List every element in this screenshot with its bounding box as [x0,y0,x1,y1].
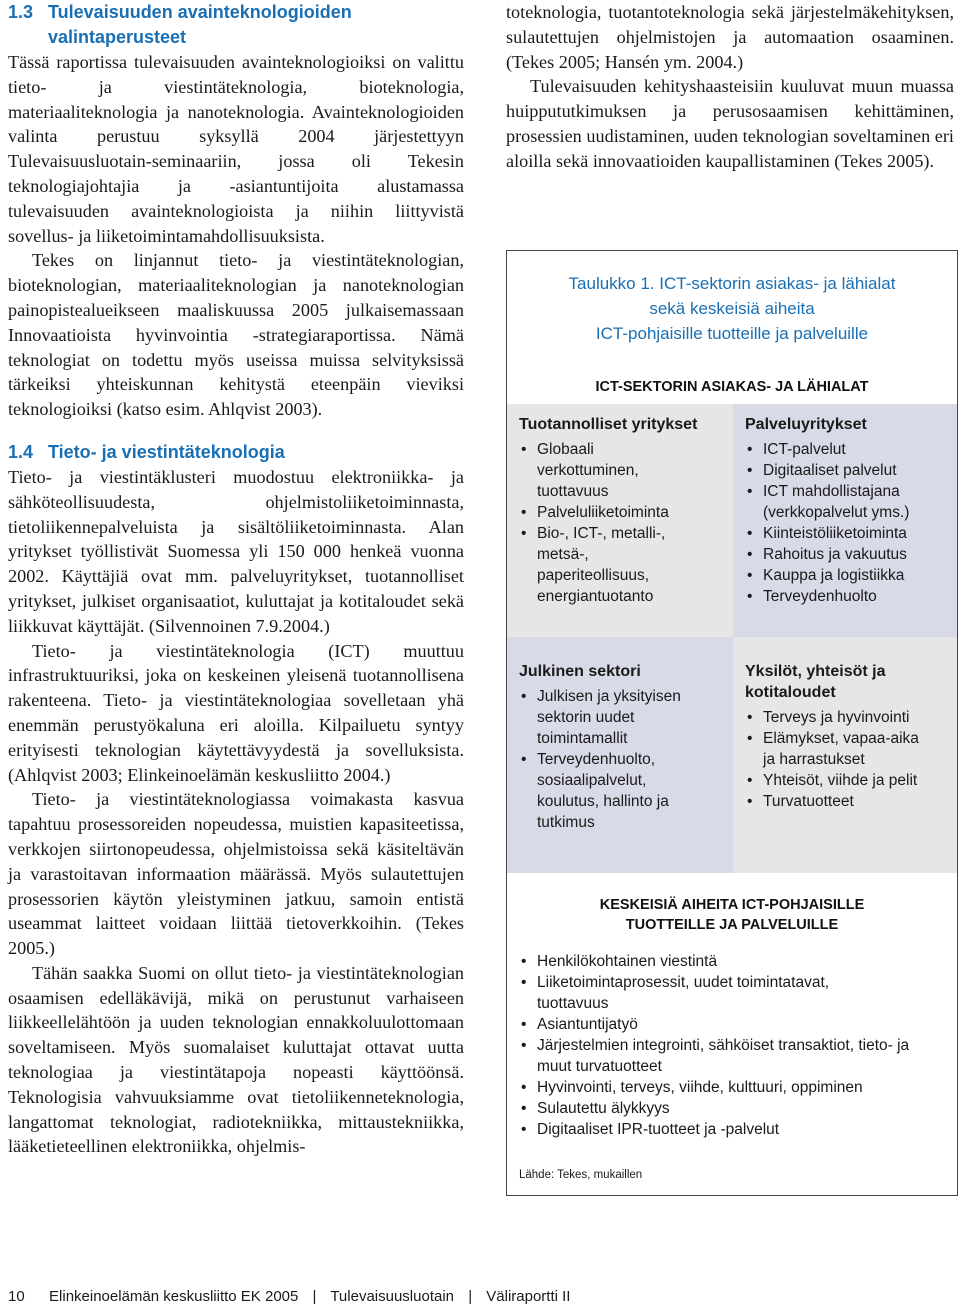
paragraph: toteknologia, tuotantoteknologia sekä järjestelmäkehityksen, sulautettujen ohjelmistojen ja automaation osaaminen. (Tekes 2005; Hansén ym. 2004.) [506,2,954,72]
list-item: • ICT-palvelut [745,439,945,460]
list-item: • ICT mahdollistajana (verkkopalvelut yms.) [745,481,933,523]
page-footer [8,1288,570,1305]
quadrant-individuals [733,637,957,873]
paragraph: Tieto- ja viestintäteknologiassa voimakasta kasvua tapahtuu prosessoreiden nopeudessa, muistien kapasiteetissa, verkkojen siirtonopeudessa, ohjelmistoissa sekä käsiteltävän ja varastoitavan informaation määrässä. Myös sulautettujen prosessorien käytön yleistyminen jatkuu, samoin entistä useammat laitteet voidaan liittää tietoverkkoihin. (Tekes 2005.) [8,789,464,959]
paragraph: Tähän saakka Suomi on ollut tieto- ja viestintäteknologian osaamisen edelläkävijä, mikä on perustunut varhaiseen liikkeellelähtöön ja uuden teknologian ennakkoluulottomaan soveltamiseen. Myös suomalaiset kuluttajat ottavat uutta teknologiaa ja viestintätapoja nopeasti käyttöönsä. Teknologisia vahvuuksiamme ovat tietoliikenneteknologia, langattomat teknologiat, radiotekniikka, mittaustekniikka, lääketieteellinen elektroniikka, ohjelmis- [8,962,464,1157]
section-1-4-heading [8,440,464,465]
themes-heading-line: TUOTTEILLE JA PALVELUILLE [625,917,839,933]
list-item: • Elämykset, vapaa-aika ja harrastukset [745,728,928,770]
paragraph: Tulevaisuuden kehityshaasteisiin kuuluvat muun muassa huippututkimuksen ja perusosaamisen kehittäminen, prosessien uudistaminen, uuden teknologian soveltaminen eri aloilla sekä innovaatioiden kaupallistaminen (Tekes 2005). [506,76,954,171]
list-item: • Sulautettu älykkyys [519,1098,939,1119]
section-number: 1.3 [8,2,34,22]
quadrant-services [733,404,957,637]
list-item: • Liiketoimintaprosessit, uudet toimintatavat, tuottavuus [519,972,897,1014]
list-item: • Järjestelmien integrointi, sähköiset transaktiot, tieto- ja muut turvatuotteet [519,1035,927,1077]
footer-series: Tulevaisuusluotain [330,1288,455,1305]
footer-separator: | [312,1288,317,1305]
themes-heading [507,895,957,935]
paragraph: Tieto- ja viestintäteknologia (ICT) muuttuu infrastruktuuriksi, joka on keskeinen yleisenä tuotannollisena rakenteena. Tieto- ja viestintäteknologiaa sovelletaan yhä enemmän perustyökaluna eri aloilla. Kilpailuetu syntyy erityisesti teknologian käytettävyydestä ja sovelluksista. (Ahlqvist 2003; Elinkeinoelämän keskusliitto 2004.) [8,640,464,785]
paragraph: Tekes on linjannut tieto- ja viestintäteknologian, bioteknologian, materiaaliteknologian ja nanoteknologian painopistealueikseen maaliskuussa 2005 julkaisemassaan Innovaatioista hyvinvointia -strategiaraportissa. Nämä teknologiat on todettu myös useissa muissa selvityksissä tärkeiksi yhteiskunnan kehitystä eteenpäin vieviksi teknologioiksi (katso esim. Ahlqvist 2003). [8,250,464,420]
left-column [8,0,464,1159]
table-source: Lähde: Tekes, mukaillen [519,1169,643,1181]
list-item: • Globaali verkottuminen, tuottavuus [519,439,687,502]
right-column [506,0,954,174]
quadrant-title: Palveluyritykset [745,416,867,433]
paragraph: Tieto- ja viestintäklusteri muodostuu elektroniikka- ja sähköteollisuudesta, ohjelmistoliiketoiminnasta, tietoliikennepalveluista ja sisältöliiketoiminnasta. Alan yritykset työllistivät Suomessa yli 150 000 henkeä vuonna 2002. Käyttäjiä ovat mm. palveluyritykset, tuotannolliset yritykset, julkiset organisaatiot, kuluttajat ja kotitaloudet sekä liikkuvat käyttäjät. (Silvennoinen 7.9.2004.) [8,466,464,636]
themes-heading-line: KESKEISIÄ AIHEITA ICT-POHJAISILLE [599,897,865,913]
list-item: • Digitaaliset IPR-tuotteet ja -palvelut [519,1119,939,1140]
section-number: 1.4 [8,441,34,462]
list-item: • Digitaaliset palvelut [745,460,945,481]
list-item: • Julkisen ja yksityisen sektorin uudet toimintamallit [519,686,697,749]
quadrant-public-sector [507,637,733,873]
table-1-box [506,250,958,1196]
list-item: • Kauppa ja logistiikka [745,565,945,586]
quadrant-list [745,439,945,607]
list-item: • Terveydenhuolto, sosiaalipalvelut, koulutus, hallinto ja tutkimus [519,749,707,833]
list-item: • Rahoitus ja vakuutus [745,544,945,565]
quadrant-title: Tuotannolliset yritykset [519,416,698,433]
list-item: • Palveluliiketoiminta [519,502,721,523]
list-item: • Turvatuotteet [745,791,945,812]
themes-list [519,951,939,1140]
list-item: • Henkilökohtainen viestintä [519,951,939,972]
list-item: • Yhteisöt, viihde ja pelit [745,770,945,791]
list-item: • Asiantuntijatyö [519,1014,939,1035]
table-subheading: ICT-SEKTORIN ASIAKAS- JA LÄHIALAT [595,379,869,395]
list-item: • Terveys ja hyvinvointi [745,707,945,728]
quadrant-title: Yksilöt, yhteisöt ja kotitaloudet [745,663,886,701]
quadrant-title: Julkinen sektori [519,663,641,680]
table-caption [507,271,957,346]
list-item: • Bio-, ICT-, metalli-, metsä-, paperiteollisuus, energiantuotanto [519,523,687,607]
footer-publisher: Elinkeinoelämän keskusliitto EK 2005 [49,1288,299,1305]
footer-part: Väliraportti II [486,1288,571,1305]
table-caption-line: ICT-pohjaisille tuotteille ja palveluille [595,324,869,343]
quadrant-manufacturing [507,404,733,637]
themes-list-block [519,951,939,1140]
quadrant-list [745,707,945,812]
section-1-3-heading [8,0,464,50]
section-title: Tieto- ja viestintäteknologia [48,441,285,462]
quadrant-list [519,686,721,833]
footer-separator: | [468,1288,473,1305]
paragraph: Tässä raportissa tulevaisuuden avainteknologioiksi on valittu tieto- ja viestintäteknologia, bioteknologia, materiaaliteknologia ja nanoteknologia. Avainteknologioiden valinta perustuu syksyllä 2004 järjestettyyn Tulevaisuusluotain-seminaariin, jossa oli Tekesin teknologiajohtajia ja -asiantuntijoita alustamassa tulevaisuuden avainteknologioista ja niihin liittyvistä sovellus- ja liiketoimintamahdollisuuksista. [8,52,464,246]
page-number: 10 [8,1288,25,1305]
table-caption-line: sekä keskeisiä aiheita [649,299,815,318]
list-item: • Hyvinvointi, terveys, viihde, kulttuuri, oppiminen [519,1077,939,1098]
list-item: • Terveydenhuolto [745,586,945,607]
quadrant-list [519,439,721,607]
list-item: • Kiinteistöliiketoiminta [745,523,945,544]
table-caption-line: Taulukko 1. ICT-sektorin asiakas- ja lähialat [568,274,896,293]
section-title: Tulevaisuuden avainteknologioiden valintaperusteet [48,2,352,47]
